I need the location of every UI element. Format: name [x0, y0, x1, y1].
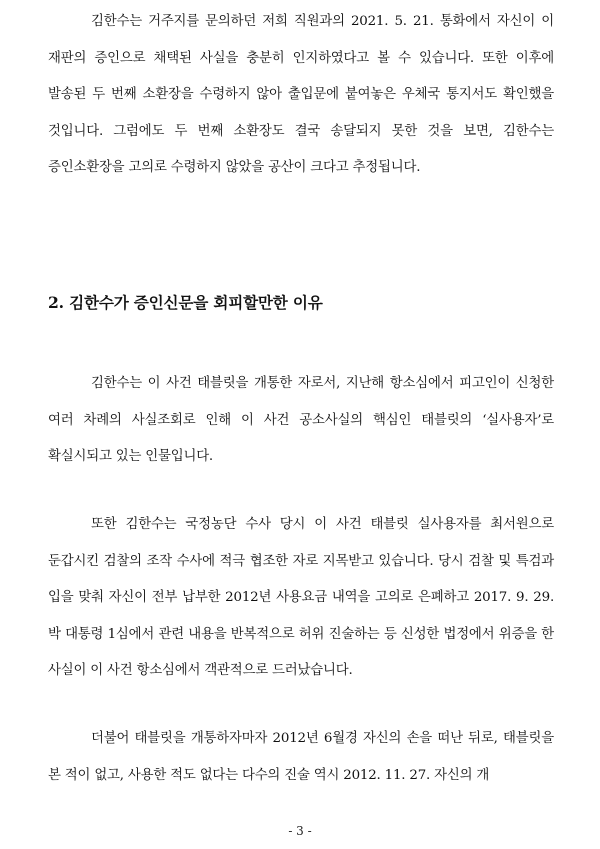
paragraph-tablet-opener: 김한수는 이 사건 태블릿을 개통한 자로서, 지난해 항소심에서 피고인이 신청한 여러 차례의 사실조회로 인해 이 사건 공소사실의 핵심인 태블릿의 ‘실사용자’로 확실시되고 있는 인물입니다. — [48, 376, 554, 464]
paragraph-summons-evasion: 김한수는 거주지를 문의하던 저희 직원과의 2021. 5. 21. 통화에서 자신이 이 재판의 증인으로 채택된 사실을 충분히 인지하였다고 볼 수 있습니다. 또한 이후에 발송된 두 번째 소환장을 수령하지 않아 출입문에 붙여놓은 우체국 통지서도 확인했을 것입니다. 그럼에도 두 번째 소환장도 결국 송달되지 못한 것을 보면, 김한수는 증인소환장을 고의로 수령하지 않았을 공산이 크다고 추정됩니다. — [48, 14, 554, 175]
page-number: - 3 - — [288, 824, 312, 838]
section-heading: 2. 김한수가 증인신문을 회피할만한 이유 — [48, 293, 323, 312]
paragraph-perjury: 또한 김한수는 국정농단 수사 당시 이 사건 태블릿 실사용자를 최서원으로 둔갑시킨 검찰의 조작 수사에 적극 협조한 자로 지목받고 있습니다. 당시 검찰 및 특검과 입을 맞춰 자신이 전부 납부한 2012년 사용요금 내역을 고의로 은폐하고 2017. 9. 29. 박 대통령 1심에서 관련 내용을 반복적으로 허위 진술하는 등 신성한 법정에서 위증을 한 사실이 이 사건 항소심에서 객관적으로 드러났습니다. — [48, 517, 554, 678]
paragraph-testimony: 더불어 태블릿을 개통하자마자 2012년 6월경 자신의 손을 떠난 뒤로, 태블릿을 본 적이 없고, 사용한 적도 없다는 다수의 진술 역시 2012. 11. 27. 자신의 개 — [48, 731, 554, 783]
